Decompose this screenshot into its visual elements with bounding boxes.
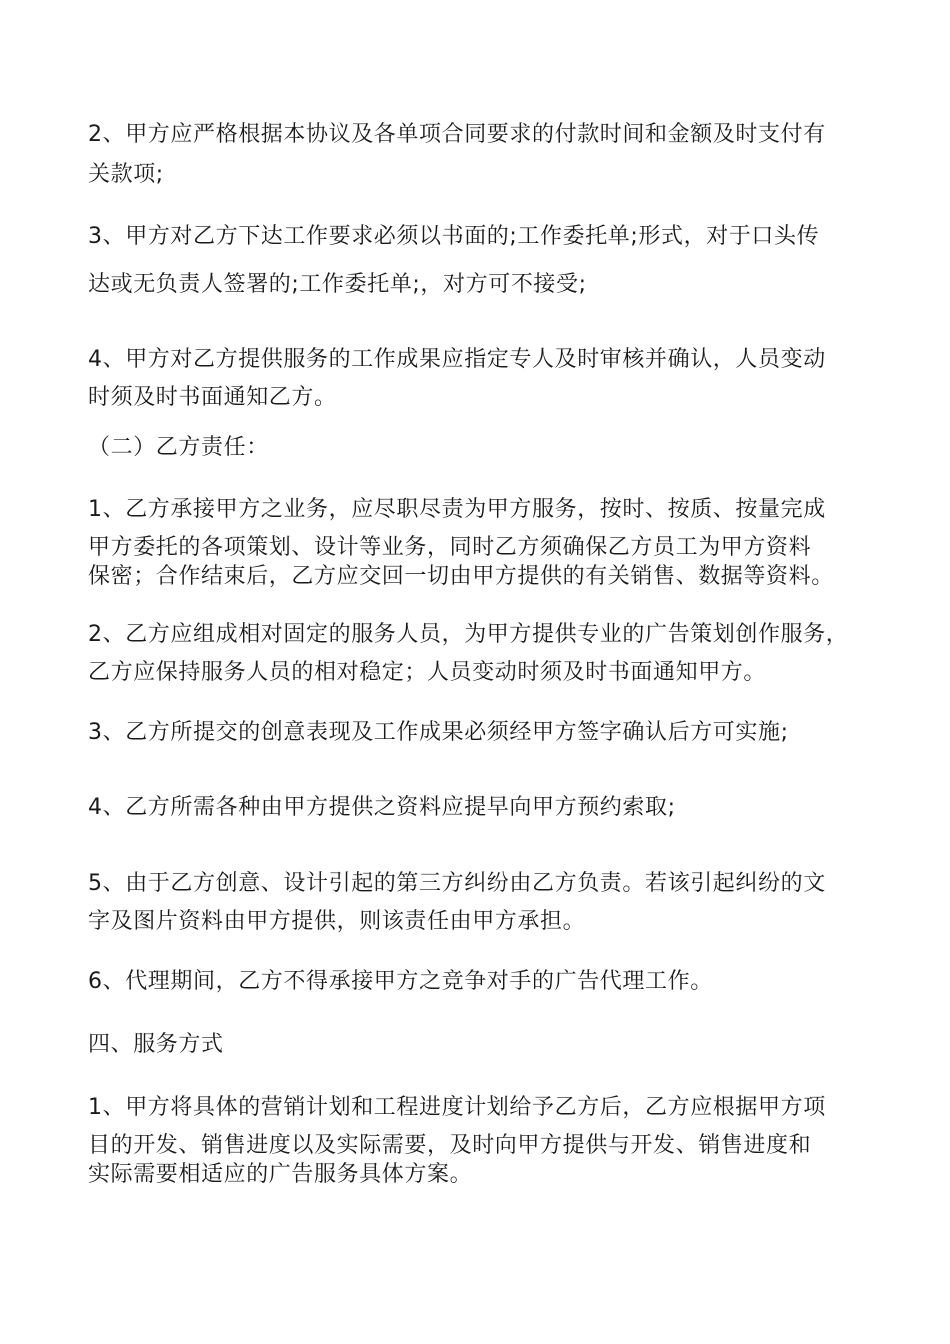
text-line: 目的开发、销售进度以及实际需要，及时向甲方提供与开发、销售进度和 — [88, 1133, 812, 1158]
text-line: 乙方应保持服务人员的相对稳定；人员变动时须及时书面通知甲方。 — [88, 660, 767, 685]
text-line: 4、乙方所需各种由甲方提供之资料应提早向甲方预约索取; — [88, 795, 676, 820]
text-line: 3、乙方所提交的创意表现及工作成果必须经甲方签字确认后方可实施; — [88, 720, 789, 745]
text-line: 2、乙方应组成相对固定的服务人员，为甲方提供专业的广告策划创作服务， — [88, 622, 849, 647]
text-line: 关款项; — [88, 162, 164, 187]
text-line: 时须及时书面通知乙方。 — [88, 385, 337, 410]
text-line: 2、甲方应严格根据本协议及各单项合同要求的付款时间和金额及时支付有 — [88, 122, 826, 147]
text-line: 甲方委托的各项策划、设计等业务，同时乙方须确保乙方员工为甲方资料 — [88, 535, 812, 560]
text-line: 字及图片资料由甲方提供，则该责任由甲方承担。 — [88, 909, 586, 934]
text-line: 1、甲方将具体的营销计划和工程进度计划给予乙方后，乙方应根据甲方项 — [88, 1095, 826, 1120]
text-line: 6、代理期间，乙方不得承接甲方之竞争对手的广告代理工作。 — [88, 969, 713, 994]
text-line: 5、由于乙方创意、设计引起的第三方纠纷由乙方负责。若该引起纠纷的文 — [88, 871, 826, 896]
section-heading: 四、服务方式 — [88, 1032, 224, 1057]
text-line: 实际需要相适应的广告服务具体方案。 — [88, 1162, 473, 1187]
text-line: 3、甲方对乙方下达工作要求必须以书面的;工作委托单;形式，对于口头传 — [88, 224, 820, 249]
text-line: 4、甲方对乙方提供服务的工作成果应指定专人及时审核并确认，人员变动 — [88, 347, 826, 372]
section-heading: （二）乙方责任： — [88, 435, 269, 460]
text-line: 保密；合作结束后，乙方应交回一切由甲方提供的有关销售、数据等资料。 — [88, 564, 834, 589]
text-line: 达或无负责人签署的;工作委托单;，对方可不接受; — [88, 272, 587, 297]
text-line: 1、乙方承接甲方之业务，应尽职尽责为甲方服务，按时、按质、按量完成 — [88, 497, 826, 522]
